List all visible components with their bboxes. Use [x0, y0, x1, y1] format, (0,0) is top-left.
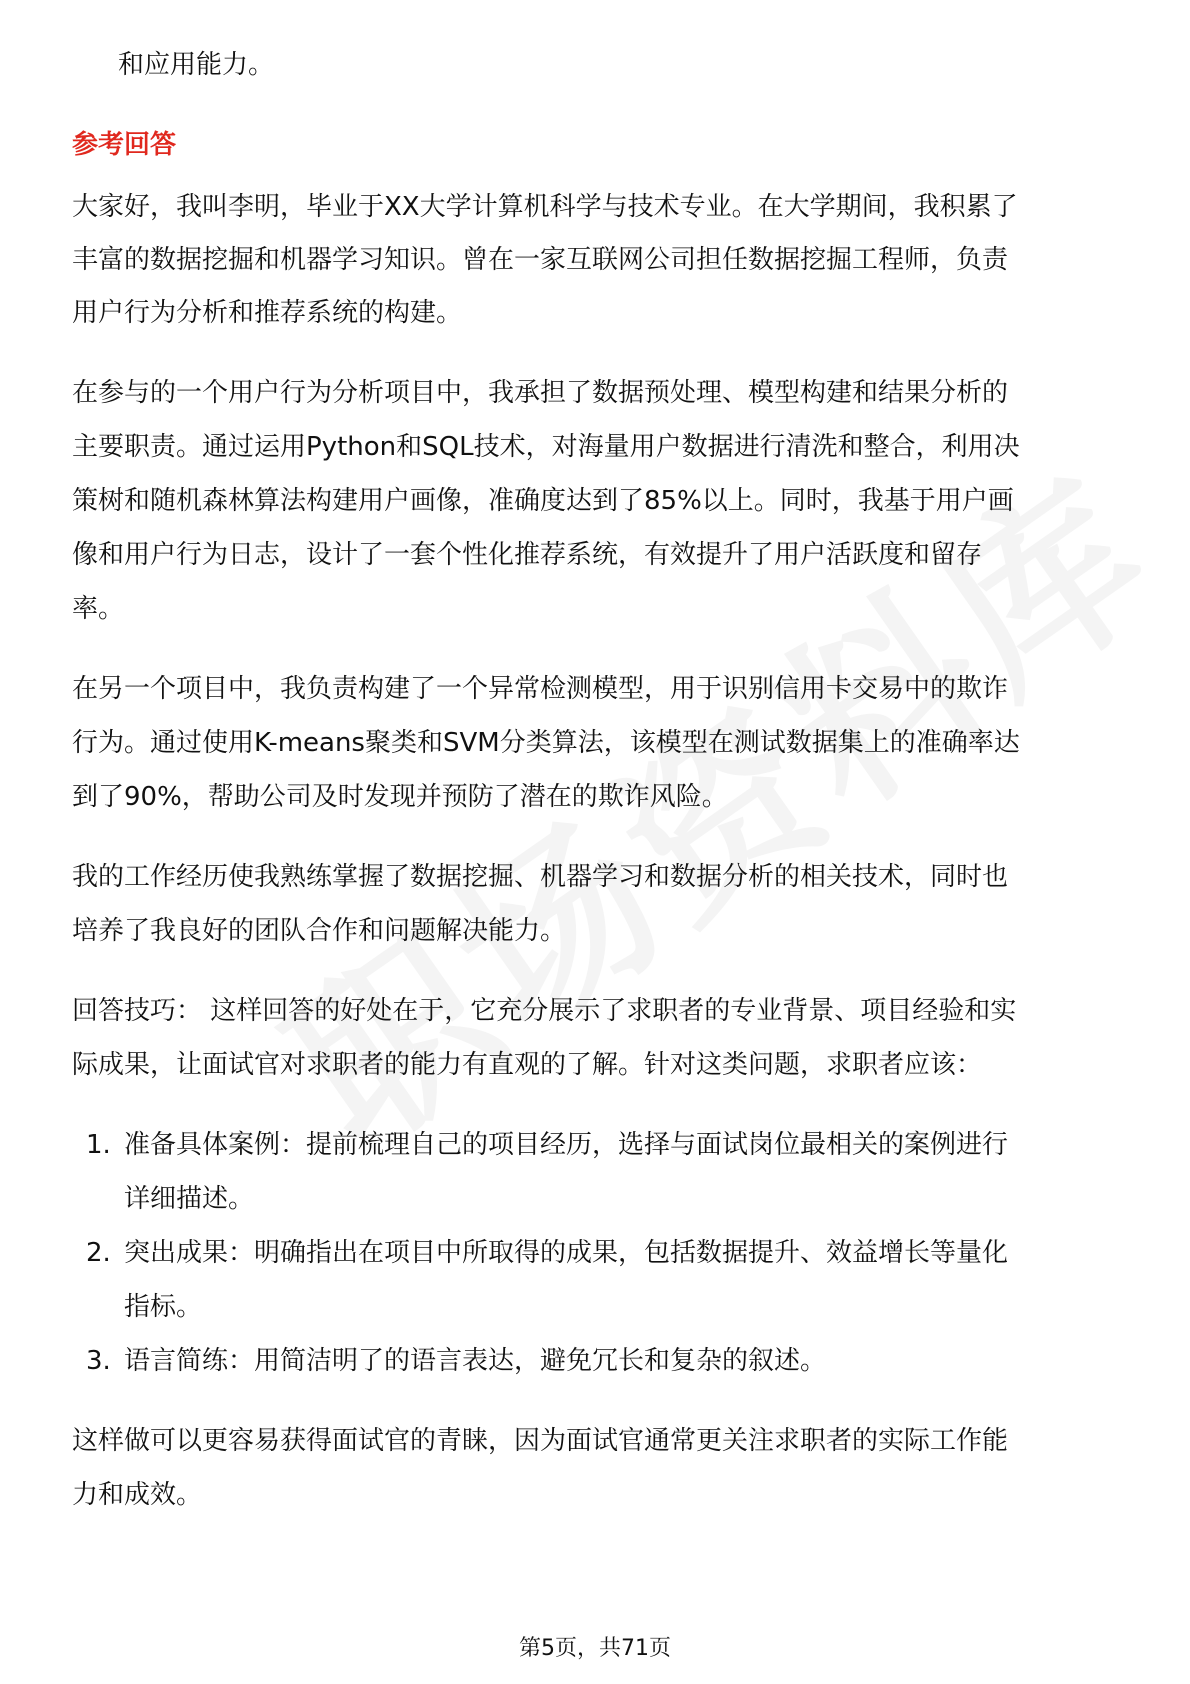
list-item-number: 2.	[86, 1238, 111, 1268]
paragraph-line: 大家好，我叫李明，毕业于XX大学计算机科学与技术专业。在大学期间，我积累了	[72, 192, 1018, 222]
closing-line: 这样做可以更容易获得面试官的青睐，因为面试官通常更关注求职者的实际工作能	[72, 1426, 1009, 1456]
answer-tips-line: 回答技巧： 这样回答的好处在于，它充分展示了求职者的专业背景、项目经验和实	[72, 996, 1017, 1026]
paragraph-line: 率。	[72, 594, 125, 624]
list-item-line: 突出成果：明确指出在项目中所取得的成果，包括数据提升、效益增长等量化	[124, 1238, 1009, 1268]
paragraph-line: 培养了我良好的团队合作和问题解决能力。	[72, 916, 567, 946]
list-item-number: 1.	[86, 1130, 111, 1160]
paragraph-line: 行为。通过使用K-means聚类和SVM分类算法，该模型在测试数据集上的准确率达	[72, 728, 1020, 758]
paragraph-line: 我的工作经历使我熟练掌握了数据挖掘、机器学习和数据分析的相关技术，同时也	[72, 862, 1009, 892]
paragraph-line: 像和用户行为日志，设计了一套个性化推荐系统，有效提升了用户活跃度和留存	[72, 540, 983, 570]
closing-line: 力和成效。	[72, 1480, 203, 1510]
paragraph-line: 策树和随机森林算法构建用户画像，准确度达到了85%以上。同时，我基于用户画	[72, 486, 1014, 516]
paragraph-line: 主要职责。通过运用Python和SQL技术，对海量用户数据进行清洗和整合，利用决	[72, 432, 1020, 462]
intro-tail-text: 和应用能力。	[118, 50, 275, 80]
paragraph-line: 丰富的数据挖掘和机器学习知识。曾在一家互联网公司担任数据挖掘工程师，负责	[72, 245, 1009, 275]
list-item-number: 3.	[86, 1346, 111, 1376]
paragraph-line: 在参与的一个用户行为分析项目中，我承担了数据预处理、模型构建和结果分析的	[72, 378, 1009, 408]
list-item-line: 语言简练：用简洁明了的语言表达，避免冗长和复杂的叙述。	[124, 1346, 827, 1376]
list-item-line: 详细描述。	[124, 1184, 255, 1214]
paragraph-line: 在另一个项目中，我负责构建了一个异常检测模型，用于识别信用卡交易中的欺诈	[72, 674, 1009, 704]
list-item-line: 指标。	[124, 1292, 203, 1322]
reference-answer-heading: 参考回答	[72, 130, 177, 160]
answer-tips-line: 际成果，让面试官对求职者的能力有直观的了解。针对这类问题，求职者应该：	[72, 1050, 983, 1080]
paragraph-line: 到了90%，帮助公司及时发现并预防了潜在的欺诈风险。	[72, 782, 728, 812]
paragraph-line: 用户行为分析和推荐系统的构建。	[72, 298, 463, 328]
list-item-line: 准备具体案例：提前梳理自己的项目经历，选择与面试岗位最相关的案例进行	[124, 1130, 1009, 1160]
page-number-footer: 第5页，共71页	[519, 1636, 671, 1661]
